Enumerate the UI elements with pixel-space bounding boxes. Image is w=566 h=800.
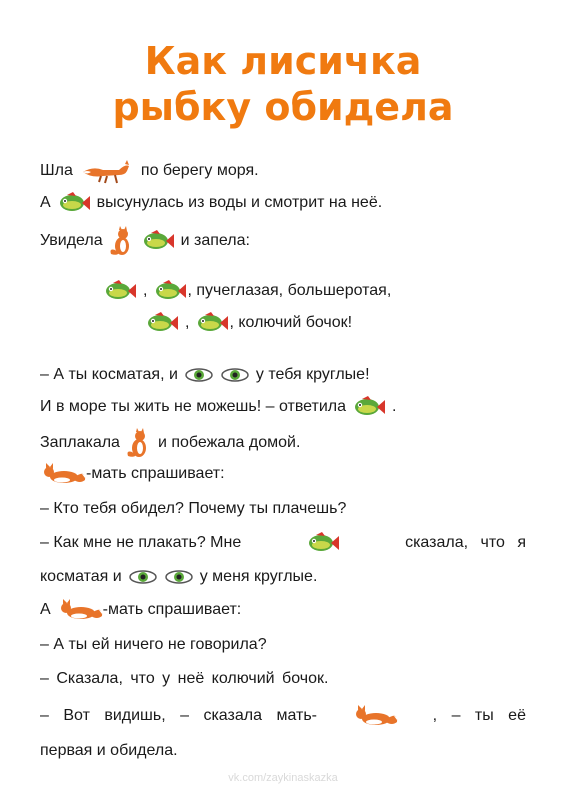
story-text: – Сказала, что у неё колючий бочок.	[40, 670, 329, 687]
story-line-2	[40, 192, 382, 214]
story-text: Шла	[40, 162, 73, 179]
song-line-2	[145, 312, 352, 334]
story-text: .	[392, 398, 397, 415]
song-separator: ,	[185, 314, 190, 331]
story-text: – А ты косматая, и	[40, 366, 178, 383]
story-text: Заплакала	[40, 434, 120, 451]
fox-walking-icon	[79, 158, 135, 184]
story-text: И в море ты жить не можешь! – ответила	[40, 398, 347, 415]
story-line-8	[40, 498, 346, 520]
fish-icon	[195, 312, 229, 334]
story-text: у тебя круглые!	[255, 366, 370, 383]
story-line-12	[40, 634, 267, 656]
fish-icon	[103, 280, 137, 302]
story-line-10	[40, 566, 317, 588]
story-text: -мать спрашивает:	[102, 601, 242, 618]
fox-lying-icon	[57, 598, 103, 622]
fish-icon	[145, 312, 179, 334]
fox-lying-icon	[352, 704, 398, 728]
story-text: высунулась из воды и смотрит на неё.	[96, 194, 383, 211]
story-text: косматая и	[40, 568, 122, 585]
story-text: – А ты ей ничего не говорила?	[40, 636, 267, 653]
song-separator: ,	[143, 282, 148, 299]
story-text: и запела:	[180, 232, 250, 249]
fish-icon	[57, 192, 91, 214]
story-text: -мать спрашивает:	[86, 465, 225, 482]
story-text: и побежала домой.	[157, 434, 301, 451]
story-text: по берегу моря.	[140, 162, 259, 179]
eyes-icon	[184, 367, 214, 383]
fish-icon	[141, 230, 175, 252]
story-line-13	[40, 668, 328, 690]
story-text: Увидела	[40, 232, 103, 249]
story-text: у меня круглые.	[199, 568, 318, 585]
story-line-11	[40, 598, 241, 622]
eyes-icon	[164, 569, 194, 585]
song-line-1	[103, 280, 391, 302]
fish-icon	[306, 532, 340, 554]
fox-sitting-icon	[126, 428, 152, 458]
fish-icon	[153, 280, 187, 302]
fox-lying-icon	[40, 462, 86, 486]
eyes-icon	[220, 367, 250, 383]
story-text: – Вот видишь, – сказала мать-	[40, 707, 317, 724]
fox-sitting-icon	[109, 226, 135, 256]
watermark: vk.com/zaykinaskazka	[228, 772, 338, 784]
eyes-icon	[128, 569, 158, 585]
story-text: сказала, что я	[405, 534, 526, 551]
story-text: – Как мне не плакать? Мне	[40, 534, 242, 551]
story-line-4	[40, 364, 370, 386]
story-line-1	[40, 158, 259, 184]
story-line-7	[40, 462, 225, 486]
story-text: первая и обидела.	[40, 742, 178, 759]
story-line-3	[40, 226, 250, 256]
story-title-line-2: рыбку обидела	[112, 85, 454, 129]
story-line-15	[40, 740, 178, 762]
story-text: А	[40, 601, 51, 618]
story-title-line-1: Как лисичка	[144, 39, 422, 83]
song-text: , колючий бочок!	[229, 314, 353, 331]
story-text: , – ты её	[432, 707, 526, 724]
song-text: , пучеглазая, большеротая,	[187, 282, 392, 299]
fish-icon	[352, 396, 386, 418]
story-line-9	[40, 532, 526, 554]
story-text: А	[40, 194, 51, 211]
story-line-6	[40, 428, 300, 458]
story-line-5	[40, 396, 396, 418]
story-text: – Кто тебя обидел? Почему ты плачешь?	[40, 500, 347, 517]
story-line-14	[40, 704, 526, 728]
